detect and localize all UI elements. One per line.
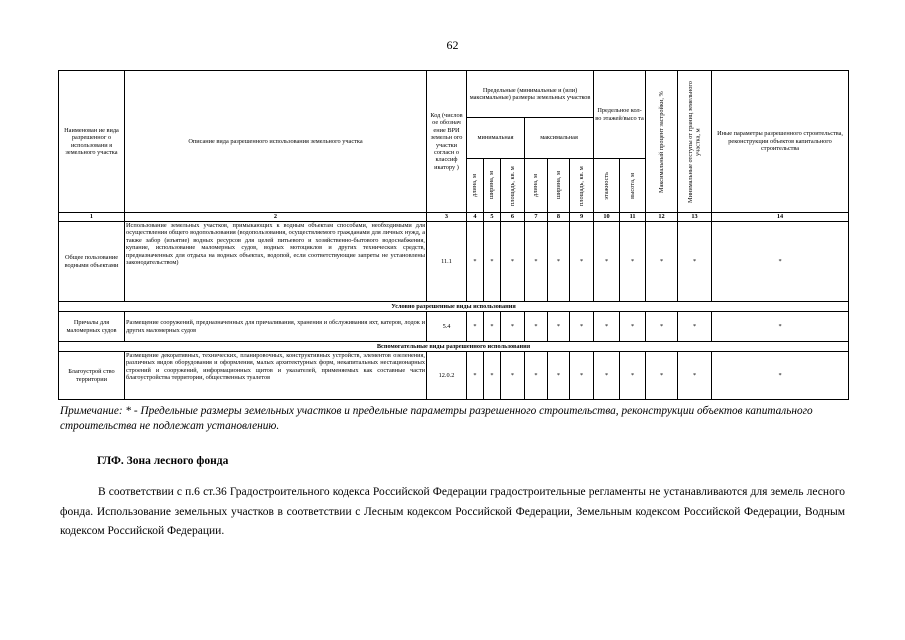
table-note: Примечание: * - Предельные размеры земельных участков и предельные параметры разрешенного строительства, реконструкции объектов капитального строительства не подлежат установлению. — [60, 405, 813, 432]
column-numbers-row — [59, 213, 849, 222]
col-number: 7 — [525, 213, 548, 222]
row-code: 11.1 — [427, 222, 467, 302]
section-conditional — [59, 302, 849, 312]
header-floors — [594, 159, 620, 213]
row-value: * — [548, 222, 570, 302]
header-description: Описание вида разрешенного использования земельного участка — [125, 71, 427, 213]
row-name: Общее пользование водными объектами — [59, 222, 125, 302]
row-value: * — [678, 222, 712, 302]
row-code: 12.0.2 — [427, 352, 467, 400]
row-value: * — [570, 312, 594, 342]
row-value: * — [484, 222, 501, 302]
row-value: * — [646, 312, 678, 342]
row-value: * — [712, 222, 849, 302]
row-value: * — [646, 222, 678, 302]
header-code: Код (числов ое обознач ение ВРИ земельн ого участки согласн о классиф икатору ) — [427, 71, 467, 213]
col-number: 11 — [620, 213, 646, 222]
row-value: * — [501, 352, 525, 400]
col-number: 5 — [484, 213, 501, 222]
row-value: * — [467, 352, 484, 400]
header-min-setback-label: Минимальные отступы от границ земельного участка, м — [687, 80, 702, 203]
col-number: 10 — [594, 213, 620, 222]
row-value: * — [712, 352, 849, 400]
row-description: Размещение сооружений, предназначенных для причаливания, хранения и обслуживания яхт, катеров, лодок и других маломерных судов — [125, 312, 427, 342]
row-value: * — [712, 312, 849, 342]
header-min-length — [467, 159, 484, 213]
row-value: * — [484, 352, 501, 400]
header-min-area — [501, 159, 525, 213]
section-auxiliary-label: Вспомогательные виды разрешенного использования — [59, 342, 849, 352]
col-number: 14 — [712, 213, 849, 222]
row-value: * — [620, 222, 646, 302]
row-value: * — [678, 352, 712, 400]
row-value: * — [594, 312, 620, 342]
row-value: * — [467, 312, 484, 342]
header-name: Наименован ие вида разрешенног о использовани я земельного участка — [59, 71, 125, 213]
header-height — [620, 159, 646, 213]
header-max-percent-label: Максимальный процент застройки, % — [657, 90, 665, 193]
col-number: 13 — [678, 213, 712, 222]
table-row — [59, 352, 849, 400]
page-number: 62 — [446, 38, 459, 52]
row-value: * — [548, 312, 570, 342]
header-max-length-label: длина, м — [532, 173, 540, 197]
header-max-percent — [646, 71, 678, 213]
row-value: * — [525, 352, 548, 400]
header-size-limits: Предельные (минимальные и (или) максимальные) размеры земельных участков — [467, 71, 594, 118]
row-description: Размещение декоративных, технических, планировочных, конструктивных устройств, элементов озеленения, различных видов оборудования и оформления, малых архитектурных форм, некапитальных нестационарных строений и сооружений, информационных щитов и указателей, применяемых как составные части благоустройства территории, общественных туалетов — [125, 352, 427, 400]
col-number: 6 — [501, 213, 525, 222]
row-name: Благоустрой ство территории — [59, 352, 125, 400]
row-value: * — [594, 222, 620, 302]
row-value: * — [548, 352, 570, 400]
row-description: Использование земельных участков, примыкающих к водным объектам способами, необходимыми для осуществления общего водопользования (водопользования, осуществляемого гражданами для личных нужд, а также забор (изъятие) водных ресурсов для целей питьевого и хозяйственно-бытового водоснабжения, купание, использование маломерных судов, водных мотоциклов и других технических средств, предназначенных для отдыха на водных объектах, водопой, если соответствующие запреты не установлены законодательством) — [125, 222, 427, 302]
col-number: 8 — [548, 213, 570, 222]
row-value: * — [484, 312, 501, 342]
header-min-setback — [678, 71, 712, 213]
header-row-1 — [59, 71, 849, 118]
row-value: * — [646, 352, 678, 400]
header-floors-group: Предельное кол-во этажей/высо та — [594, 71, 646, 159]
row-value: * — [570, 222, 594, 302]
row-value: * — [678, 312, 712, 342]
header-min-length-label: длина, м — [471, 173, 479, 197]
row-value: * — [525, 222, 548, 302]
regulations-table — [58, 70, 849, 400]
row-value: * — [594, 352, 620, 400]
col-number: 1 — [59, 213, 125, 222]
header-height-label: высота, м — [628, 172, 636, 199]
header-max-width — [548, 159, 570, 213]
header-min-area-label: площадь, кв. м — [508, 165, 516, 206]
header-min: минимальная — [467, 118, 525, 159]
header-min-width-label: ширина, м — [488, 171, 496, 200]
header-other-params: Иные параметры разрешенного строительства, реконструкции объектов капитального строительства — [712, 71, 849, 213]
section-auxiliary — [59, 342, 849, 352]
header-floors-label: этажность — [602, 171, 610, 200]
col-number: 9 — [570, 213, 594, 222]
col-number: 2 — [125, 213, 427, 222]
col-number: 3 — [427, 213, 467, 222]
row-name: Причалы для маломерных судов — [59, 312, 125, 342]
section-conditional-label: Условно разрешенные виды использования — [59, 302, 849, 312]
table-row — [59, 312, 849, 342]
section-heading: ГЛФ. Зона лесного фонда — [97, 455, 229, 467]
row-value: * — [620, 352, 646, 400]
header-max: максимальная — [525, 118, 594, 159]
col-number: 12 — [646, 213, 678, 222]
col-number: 4 — [467, 213, 484, 222]
header-max-area — [570, 159, 594, 213]
body-paragraph: В соответствии с п.6 ст.36 Градостроительного кодекса Российской Федерации градостроительные регламенты не устанавливаются для земель лесного фонда. Использование земельных участков в соответствии с Лесным кодексом Российской Федерации, Земельным кодексом Российской Федерации, Водным кодексом Российской Федерации. — [60, 486, 845, 537]
table-row — [59, 222, 849, 302]
row-value: * — [620, 312, 646, 342]
row-value: * — [501, 312, 525, 342]
row-code: 5.4 — [427, 312, 467, 342]
row-value: * — [467, 222, 484, 302]
row-value: * — [525, 312, 548, 342]
row-value: * — [501, 222, 525, 302]
header-min-width — [484, 159, 501, 213]
row-value: * — [570, 352, 594, 400]
header-max-width-label: ширина, м — [554, 171, 562, 200]
header-max-area-label: площадь, кв. м — [577, 165, 585, 206]
header-max-length — [525, 159, 548, 213]
